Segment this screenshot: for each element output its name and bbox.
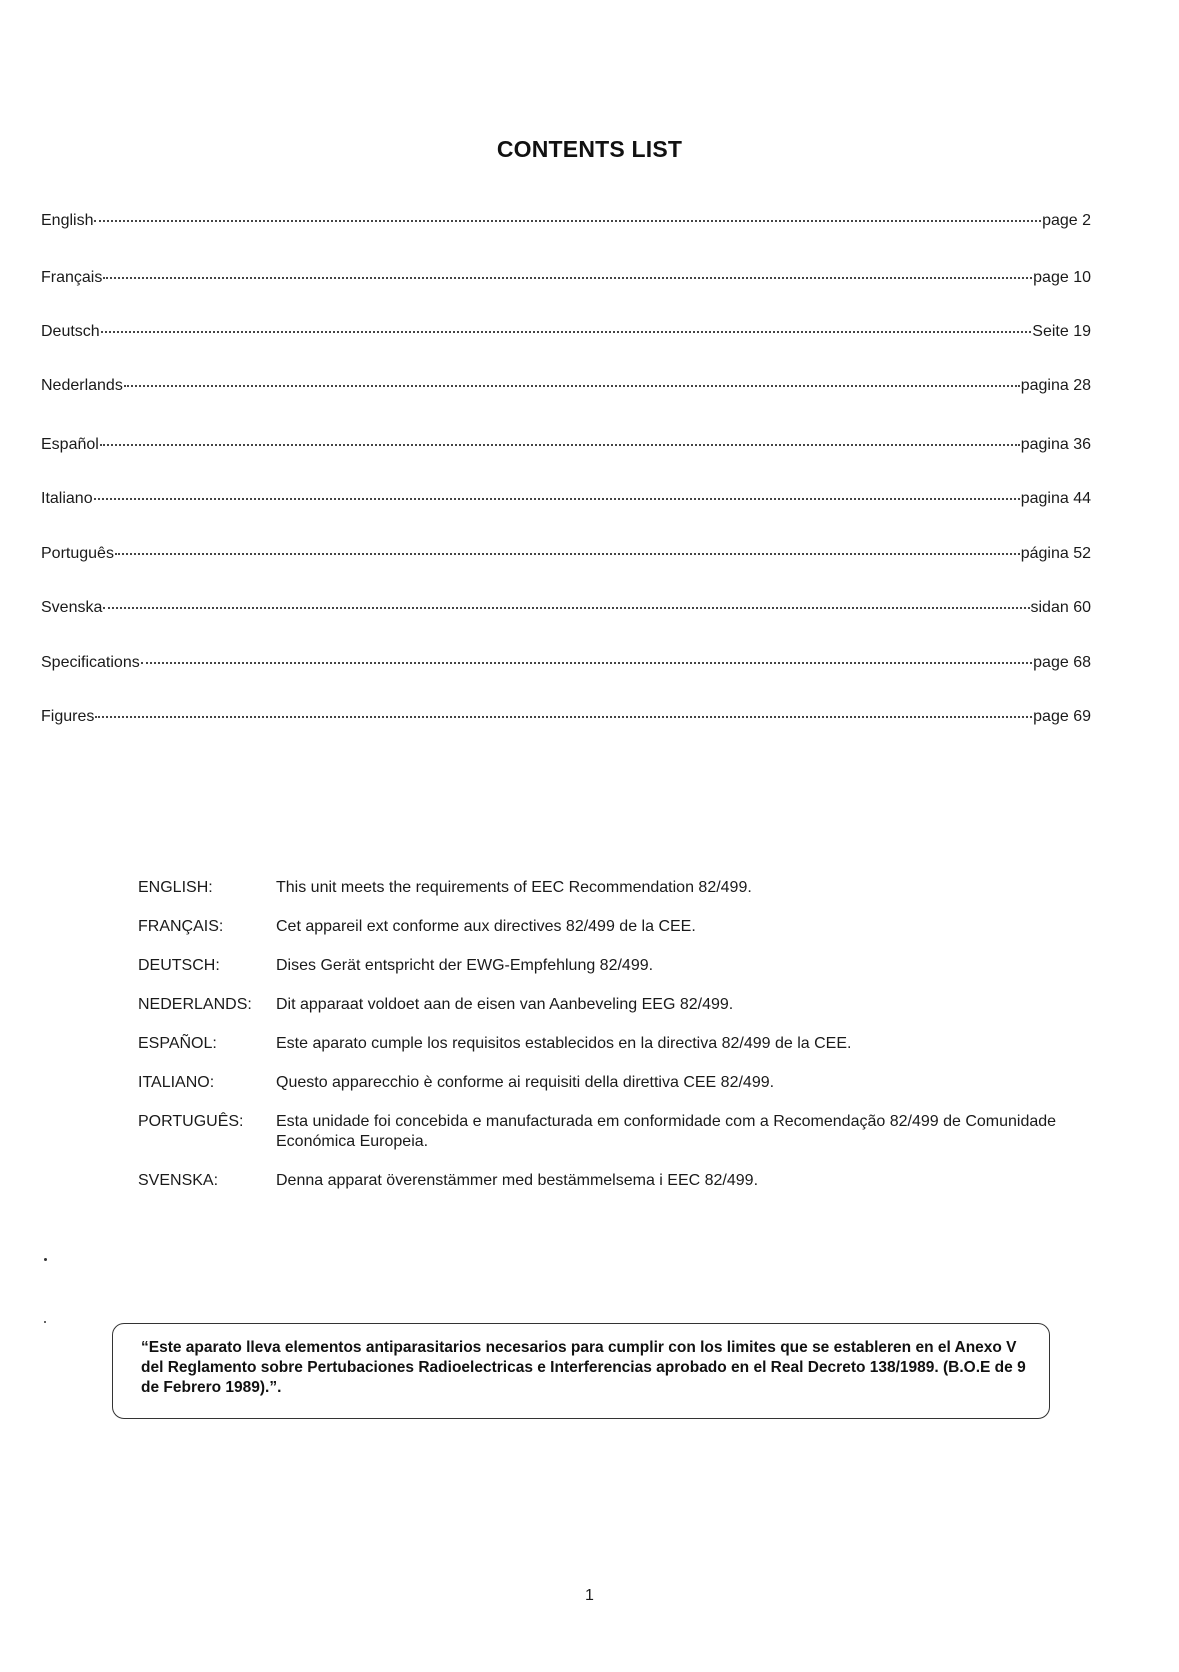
page-title: CONTENTS LIST [496,136,683,162]
toc-entry-label: Svenska [41,599,103,616]
dot-leader [103,277,1032,279]
scan-speck [44,1321,46,1323]
toc-entry-label: Português [41,545,114,562]
compliance-language: ESPAÑOL: [138,1035,217,1052]
toc-entry-page: page 69 [1033,708,1091,725]
compliance-row-francais [138,917,1058,937]
compliance-language: FRANÇAIS: [138,918,224,935]
compliance-text: Cet appareil ext conforme aux directives 82/499 de la CEE. [276,918,696,935]
toc-entry-svenska[interactable] [41,598,1091,618]
toc-entry-label: Español [41,436,99,453]
toc-entry-page: page 2 [1042,212,1091,229]
compliance-text: Dit apparaat voldoet aan de eisen van Aanbeveling EEG 82/499. [276,996,734,1013]
compliance-text: Dises Gerät entspricht der EWG-Empfehlung 82/499. [276,957,654,974]
compliance-text: Este aparato cumple los requisitos establecidos en la directiva 82/499 de la CEE. [276,1035,852,1052]
compliance-text: This unit meets the requirements of EEC Recommendation 82/499. [276,879,752,896]
toc-entry-page: pagina 36 [1020,436,1091,453]
page-number: 1 [585,1587,594,1604]
compliance-text: Esta unidade foi concebida e manufacturada em conformidade com a Recomendação 82/499 de Comunidade Económica Europeia. [276,1113,1057,1150]
spanish-regulatory-notice-box [112,1323,1050,1419]
compliance-text: Denna apparat överenstämmer med bestämmelsema i EEC 82/499. [276,1172,759,1189]
toc-entry-figures[interactable] [41,707,1091,727]
toc-entry-english[interactable] [41,211,1091,231]
dot-leader [141,662,1032,664]
compliance-language: ENGLISH: [138,879,213,896]
toc-entry-label: Français [41,269,103,286]
dot-leader [95,716,1032,718]
toc-entry-deutsch[interactable] [41,322,1091,342]
dot-leader [124,385,1020,387]
compliance-language: DEUTSCH: [138,957,220,974]
compliance-text: Questo apparecchio è conforme ai requisiti della direttiva CEE 82/499. [276,1074,775,1091]
toc-entry-label: Figures [41,708,95,725]
toc-entry-page: sidan 60 [1030,599,1091,616]
dot-leader [94,498,1020,500]
toc-entry-francais[interactable] [41,268,1091,288]
toc-entry-page: page 10 [1033,269,1091,286]
compliance-row-italiano [138,1073,1058,1093]
compliance-language: PORTUGUÊS: [138,1113,244,1130]
toc-entry-label: Specifications [41,654,140,671]
dot-leader [101,331,1032,333]
toc-entry-specifications[interactable] [41,653,1091,673]
compliance-row-svenska [138,1171,1058,1191]
dot-leader [103,607,1029,609]
scan-speck [44,1258,47,1261]
compliance-language: NEDERLANDS: [138,996,252,1013]
toc-entry-espanol[interactable] [41,435,1091,455]
compliance-language: ITALIANO: [138,1074,215,1091]
toc-entry-label: Italiano [41,490,93,507]
dot-leader [94,220,1041,222]
dot-leader [115,553,1020,555]
toc-entry-page: pagina 28 [1020,377,1091,394]
toc-entry-label: Deutsch [41,323,100,340]
toc-entry-label: English [41,212,94,229]
toc-entry-nederlands[interactable] [41,376,1091,396]
dot-leader [100,444,1020,446]
compliance-row-deutsch [138,956,1058,976]
toc-entry-page: pagina 44 [1020,490,1091,507]
compliance-row-nederlands [138,995,1058,1015]
spanish-regulatory-notice: “Este aparato lleva elementos antiparasitarios necesarios para cumplir con los limites que se estableren en el Anexo V del Reglamento sobre Pertubaciones Radioelectricas e Interferencias aprobado en el Real Decreto 138/1989. (B.O.E de 9 de Febrero 1989).”. [141,1339,1026,1396]
toc-entry-page: Seite 19 [1032,323,1091,340]
toc-entry-page: page 68 [1033,654,1091,671]
compliance-row-espanol [138,1034,1058,1054]
toc-entry-page: página 52 [1020,545,1091,562]
compliance-row-portugues [138,1112,1058,1152]
toc-entry-label: Nederlands [41,377,123,394]
compliance-row-english [138,878,1058,898]
compliance-statements [138,878,1058,1210]
compliance-language: SVENSKA: [138,1172,219,1189]
toc-entry-italiano[interactable] [41,489,1091,509]
toc-entry-portugues[interactable] [41,544,1091,564]
